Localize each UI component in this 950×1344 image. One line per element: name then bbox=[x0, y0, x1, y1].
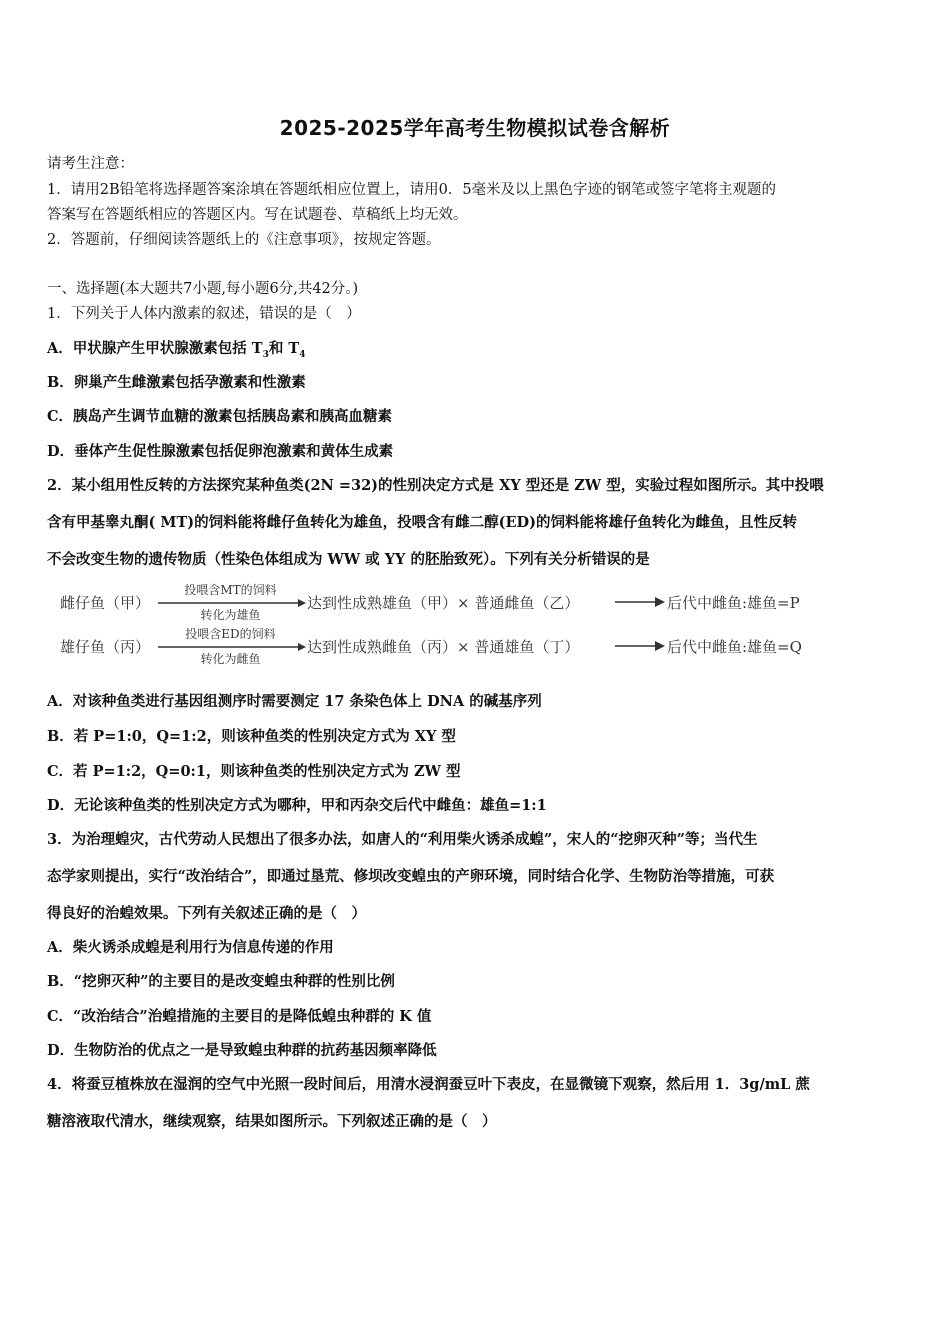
q3-option-a: A．柴火诱杀成蝗是利用行为信息传递的作用 bbox=[47, 939, 334, 956]
q2-option-c: C．若 P=1:2，Q=0:1，则该种鱼类的性别决定方式为 ZW 型 bbox=[47, 763, 461, 780]
diagram-result: 后代中雌鱼:雄鱼=P bbox=[667, 594, 800, 612]
q1-option-a-text: A．甲状腺产生甲状腺激素包括 T bbox=[47, 340, 263, 357]
subscript: 4 bbox=[299, 349, 306, 360]
diagram-result: 后代中雌鱼:雄鱼=Q bbox=[667, 638, 802, 656]
q1-option-c: C．胰岛产生调节血糖的激素包括胰岛素和胰高血糖素 bbox=[47, 408, 393, 425]
experiment-diagram-row-2 bbox=[55, 628, 845, 668]
diagram-start: 雌仔鱼（甲） bbox=[60, 594, 151, 612]
subscript: 3 bbox=[262, 349, 269, 360]
notice-item-1a: 1．请用2B铅笔将选择题答案涂填在答题纸相应位置上，请用0．5毫米及以上黑色字迹的钢笔或签字笔将主观题的 bbox=[47, 182, 777, 198]
notice-item-2: 2．答题前，仔细阅读答题纸上的《注意事项》，按规定答题。 bbox=[47, 232, 441, 248]
q4-stem-2: 糖溶液取代清水，继续观察，结果如图所示。下列叙述正确的是（ ） bbox=[47, 1113, 497, 1130]
q3-stem-2: 态学家则提出，实行“改治结合”，即通过垦荒、修坝改变蝗虫的产卵环境，同时结合化学、生物防治等措施，可获 bbox=[47, 868, 775, 885]
notice-heading: 请考生注意： bbox=[47, 156, 134, 172]
arrow-label-bottom: 转化为雌鱼 bbox=[200, 652, 261, 666]
diagram-middle: 达到性成熟雌鱼（丙）× 普通雄鱼（丁） bbox=[307, 638, 580, 656]
q1-option-a-text2: 和 T bbox=[268, 340, 300, 357]
arrow-label-bottom: 转化为雄鱼 bbox=[200, 608, 261, 622]
q1-option-a bbox=[47, 337, 907, 360]
result-arrow-icon bbox=[615, 640, 665, 652]
q3-option-c: C．“改治结合”治蝗措施的主要目的是降低蝗虫种群的 K 值 bbox=[47, 1008, 432, 1025]
q2-option-d: D．无论该种鱼类的性别决定方式为哪种，甲和丙杂交后代中雌鱼：雄鱼=1:1 bbox=[47, 797, 547, 814]
result-arrow-icon bbox=[615, 596, 665, 608]
page-title: 2025-2025学年高考生物模拟试卷含解析 bbox=[279, 116, 671, 140]
experiment-diagram-row-1 bbox=[55, 584, 845, 624]
q2-option-a: A．对该种鱼类进行基因组测序时需要测定 17 条染色体上 DNA 的碱基序列 bbox=[47, 693, 542, 710]
q4-stem-1: 4．将蚕豆植株放在湿润的空气中光照一段时间后，用清水浸润蚕豆叶下表皮，在显微镜下观察，然后用 1．3g/mL 蔗 bbox=[47, 1076, 810, 1093]
q2-option-b: B．若 P=1:0，Q=1:2，则该种鱼类的性别决定方式为 XY 型 bbox=[47, 728, 456, 745]
q1-stem: 1．下列关于人体内激素的叙述，错误的是（ ） bbox=[47, 306, 361, 322]
q3-stem-3: 得良好的治蝗效果。下列有关叙述正确的是（ ） bbox=[47, 905, 366, 922]
q2-stem-1: 2．某小组用性反转的方法探究某种鱼类(2N =32)的性别决定方式是 XY 型还是 ZW 型，实验过程如图所示。其中投喂 bbox=[47, 477, 824, 494]
q3-option-b: B．“挖卵灭种”的主要目的是改变蝗虫种群的性别比例 bbox=[47, 973, 395, 990]
diagram-start: 雄仔鱼（丙） bbox=[60, 638, 151, 656]
notice-item-1b: 答案写在答题纸相应的答题区内。写在试题卷、草稿纸上均无效。 bbox=[47, 207, 468, 223]
q1-option-d: D．垂体产生促性腺激素包括促卵泡激素和黄体生成素 bbox=[47, 443, 394, 460]
diagram-middle: 达到性成熟雄鱼（甲）× 普通雌鱼（乙） bbox=[307, 594, 580, 612]
section-heading: 一、选择题(本大题共7小题,每小题6分,共42分。) bbox=[47, 281, 359, 297]
q3-option-d: D．生物防治的优点之一是导致蝗虫种群的抗药基因频率降低 bbox=[47, 1042, 437, 1059]
q2-stem-3: 不会改变生物的遗传物质（性染色体组成为 WW 或 YY 的胚胎致死）。下列有关分析错误的是 bbox=[47, 551, 650, 568]
q2-stem-2: 含有甲基睾丸酮( MT)的饲料能将雌仔鱼转化为雄鱼，投喂含有雌二醇(ED)的饲料能将雄仔鱼转化为雌鱼，且性反转 bbox=[47, 514, 797, 531]
arrow-label-top: 投喂含ED的饲料 bbox=[185, 627, 276, 641]
arrow-label-top: 投喂含MT的饲料 bbox=[184, 583, 277, 597]
q3-stem-1: 3．为治理蝗灾，古代劳动人民想出了很多办法，如唐人的“利用柴火诱杀成蝗”，宋人的“挖卵灭种”等；当代生 bbox=[47, 831, 758, 848]
q1-option-b: B．卵巢产生雌激素包括孕激素和性激素 bbox=[47, 374, 306, 391]
